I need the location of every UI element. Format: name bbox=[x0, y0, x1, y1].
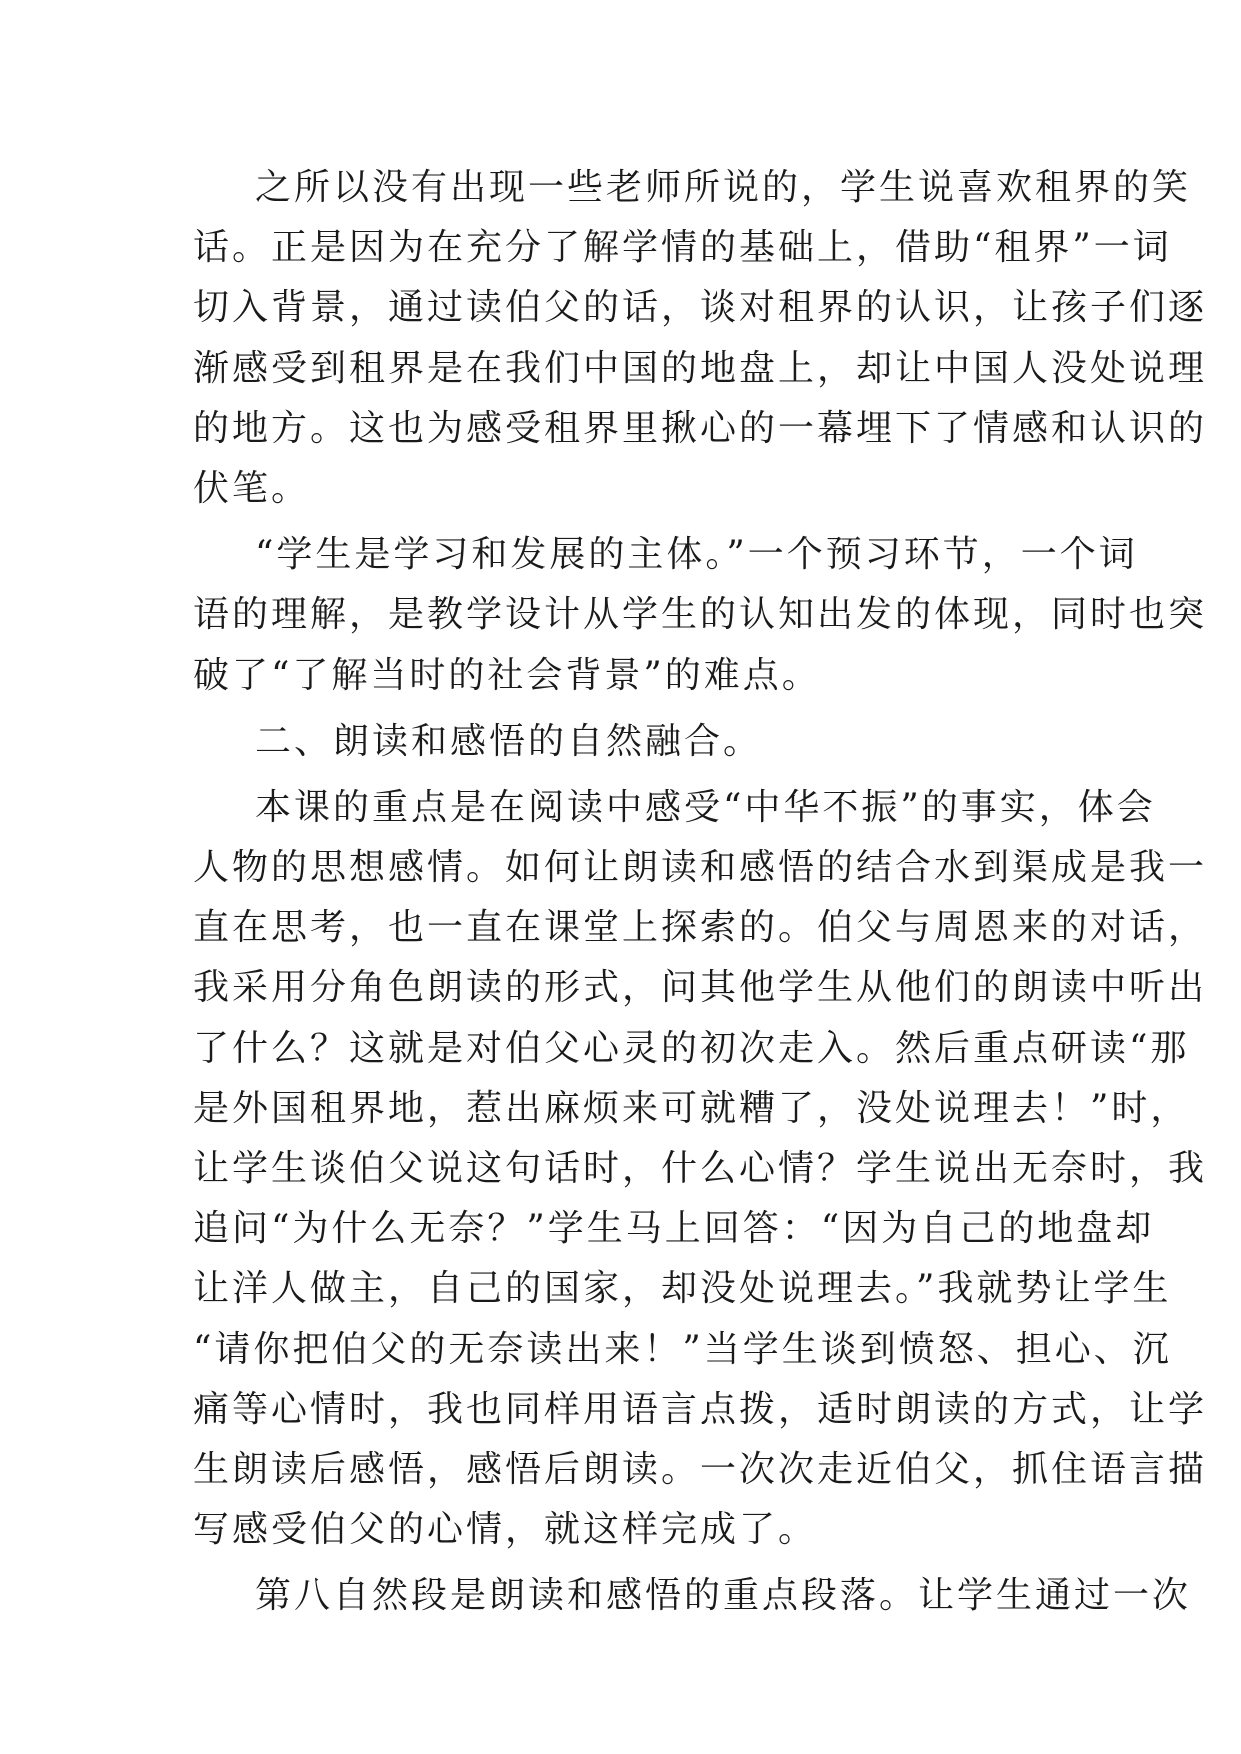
text-line: 的地方。这也为感受租界里揪心的一幕埋下了情感和认识的 bbox=[193, 407, 1208, 449]
text-line: 本课的重点是在阅读中感受“中华不振”的事实，体会 bbox=[255, 786, 1156, 828]
text-line: 让学生谈伯父说这句话时，什么心情？学生说出无奈时，我 bbox=[193, 1148, 1208, 1189]
paragraph bbox=[193, 778, 1208, 1560]
text-line: “请你把伯父的无奈读出来！”当学生谈到愤怒、担心、沉 bbox=[193, 1328, 1172, 1370]
paragraph bbox=[193, 525, 1208, 706]
text-line: 第八自然段是朗读和感悟的重点段落。让学生通过一次 bbox=[255, 1575, 1192, 1617]
text-line: 痛等心情时，我也同样用语言点拨，适时朗读的方式，让学 bbox=[193, 1388, 1208, 1430]
text-line: 追问“为什么无奈？”学生马上回答：“因为自己的地盘却 bbox=[193, 1208, 1155, 1250]
text-line: 二、朗读和感悟的自然融合。 bbox=[255, 720, 763, 762]
section-heading bbox=[193, 712, 1053, 772]
text-line: 写感受伯父的心情，就这样完成了。 bbox=[193, 1509, 818, 1551]
text-line: 生朗读后感悟，感悟后朗读。一次次走近伯父，抓住语言描 bbox=[193, 1448, 1208, 1490]
paragraph bbox=[193, 1566, 1192, 1626]
text-line: 让洋人做主，自己的国家，却没处说理去。”我就势让学生 bbox=[193, 1268, 1172, 1310]
text-line: 语的理解，是教学设计从学生的认知出发的体现，同时也突 bbox=[193, 594, 1208, 636]
text-line: “学生是学习和发展的主体。”一个预习环节，一个词 bbox=[255, 534, 1138, 576]
text-line: 了什么？这就是对伯父心灵的初次走入。然后重点研读“那 bbox=[193, 1027, 1190, 1069]
text-line: 话。正是因为在充分了解学情的基础上，借助“租界”一词 bbox=[193, 227, 1172, 269]
text-line: 切入背景，通过读伯父的话，谈对租界的认识，让孩子们逐 bbox=[193, 287, 1208, 329]
paragraph bbox=[193, 158, 1208, 519]
text-line: 人物的思想感情。如何让朗读和感悟的结合水到渠成是我一 bbox=[193, 847, 1208, 889]
text-line: 之所以没有出现一些老师所说的，学生说喜欢租界的笑 bbox=[255, 167, 1192, 208]
text-line: 是外国租界地，惹出麻烦来可就糟了，没处说理去！”时， bbox=[193, 1087, 1190, 1129]
text-line: 我采用分角色朗读的形式，问其他学生从他们的朗读中听出 bbox=[193, 967, 1208, 1009]
text-line: 伏笔。 bbox=[193, 467, 311, 509]
text-line: 渐感受到租界是在我们中国的地盘上，却让中国人没处说理 bbox=[193, 347, 1208, 389]
document-body bbox=[193, 158, 1208, 1627]
text-line: 破了“了解当时的社会背景”的难点。 bbox=[193, 654, 821, 696]
text-line: 直在思考，也一直在课堂上探索的。伯父与周恩来的对话， bbox=[193, 907, 1208, 949]
